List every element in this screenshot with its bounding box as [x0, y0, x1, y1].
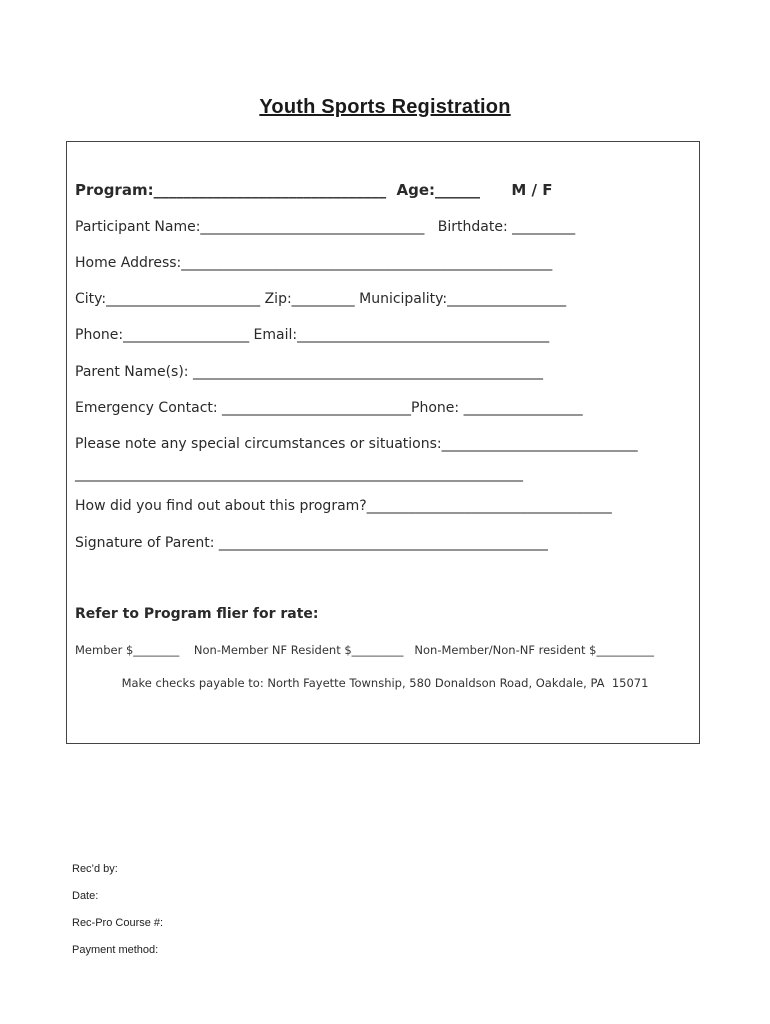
- received-by-label: Rec’d by:: [72, 863, 118, 875]
- home-address-field[interactable]: Home Address:_____________________________________________________: [75, 255, 553, 271]
- special-circumstances-continued[interactable]: ________________________________________________________________: [75, 466, 523, 482]
- parent-names-field[interactable]: Parent Name(s): __________________________________________________: [75, 364, 543, 380]
- payment-method-label: Payment method:: [72, 944, 159, 956]
- payment-instructions: Make checks payable to: North Fayette Township, 580 Donaldson Road, Oakdale, PA 15071: [121, 676, 649, 690]
- city-zip-municipality-field[interactable]: City:______________________ Zip:_________ Municipality:_________________: [75, 291, 567, 307]
- participant-birthdate-field[interactable]: Participant Name:________________________________ Birthdate: _________: [75, 219, 576, 235]
- phone-email-field[interactable]: Phone:__________________ Email:____________________________________: [75, 327, 550, 343]
- rates-fields[interactable]: Member $________ Non-Member NF Resident $_________ Non-Member/Non-NF resident $__________: [75, 643, 654, 657]
- date-label: Date:: [72, 890, 99, 902]
- parent-signature-field[interactable]: Signature of Parent: _______________________________________________: [75, 535, 548, 551]
- program-referral-field[interactable]: How did you find out about this program?___________________________________: [75, 498, 612, 514]
- emergency-contact-field[interactable]: Emergency Contact: ___________________________Phone: _________________: [75, 400, 583, 416]
- special-circumstances-field[interactable]: Please note any special circumstances or situations:____________________________: [75, 436, 638, 452]
- program-age-gender-field[interactable]: Program:_______________________________ Age:______ M / F: [75, 181, 553, 199]
- course-number-label: Rec-Pro Course #:: [72, 917, 164, 929]
- rate-heading: Refer to Program flier for rate:: [75, 606, 319, 622]
- form-title: Youth Sports Registration: [259, 96, 511, 118]
